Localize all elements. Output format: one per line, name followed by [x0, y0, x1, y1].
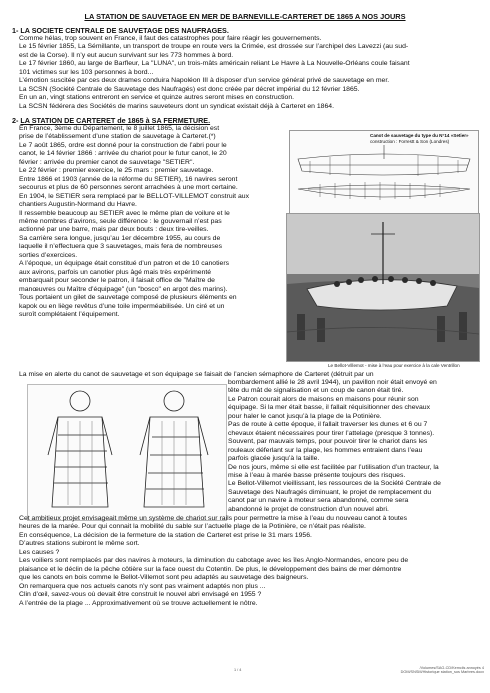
text-line: pour haler le canot jusqu’à la plage de la Potinière. [228, 412, 382, 420]
text-line: Clin d’œil, savez-vous où devait être construit le nouvel abri envisagé en 1955 ? [19, 591, 262, 599]
text-line: actionné par une barre, mais par deux bouts : deux tire-veilles. [19, 226, 209, 234]
text-line: suroît complétaient l’équipement. [19, 310, 120, 318]
photo-caption: Le Bellot-Villemot - mise à l’eau pour exercice à la cale Ventrillon [328, 363, 460, 368]
text-line: De nos jours, même si elle est facilitée par l’utilisation d’un tracteur, la [228, 463, 439, 471]
text-line: En 1904, le SETIER sera remplacé par le BELLOT-VILLEMOT construit aux [19, 192, 250, 200]
text-line: Sauvetage des Naufragés diminuant, le projet de remplacement du [228, 488, 432, 496]
text-line: canot, le 14 février 1866 : arrivée du chariot pour le futur canot, le 20 [19, 150, 227, 158]
text-line: La SCSN fédérera des Sociétés de marins sauveteurs dont un syndicat existait déjà à Carteret en 1864. [19, 102, 334, 110]
section2-bottom-text [19, 515, 489, 608]
text-line: La SCSN (Société Centrale de Sauvetage des Naufragés) est donc créée par décret impérial du 12 février 1865. [19, 85, 360, 93]
text-line: 101 victimes sur les 103 personnes à bord... [19, 68, 154, 76]
life-jackets-illustration [27, 384, 227, 521]
plan-title: Canot de sauvetage du type du N°14 «Setier» [370, 133, 469, 138]
text-line: Il ressemble beaucoup au SETIER avec le même plan de voilure et le [19, 209, 230, 217]
section1-heading: 1- LA SOCIETE CENTRALE DE SAUVETAGE DES NAUFRAGES. [12, 26, 229, 35]
text-line: rouleaux déferlant sur la plage, les hommes entraient dans l’eau [228, 446, 423, 454]
text-line: mise à l’eau à marée basse présente toujours des risques. [228, 471, 406, 479]
text-line: bombardement allié le 28 avril 1944), un pavillon noir était envoyé en [228, 379, 437, 386]
text-line: laquelle il n’effectuera que 3 sauvetages, mais fera de nombreuses [19, 243, 223, 251]
text-line: sorties d’exercices. [19, 251, 78, 259]
text-line: En conséquence, La décision de la fermeture de la station de Carteret est prise le 31 mars 1956. [19, 531, 312, 539]
text-line: D’autres stations subiront le même sort. [19, 540, 140, 548]
text-line: Tous portaient un gilet de sauvetage composé de plusieurs éléments en [19, 294, 237, 302]
text-line: que les canots en bois comme le Bellot-Villemot sont peu adaptés au sauvetage des baigneurs. [19, 574, 309, 582]
text-line: parfois glacée jusqu’à la taille. [228, 455, 320, 463]
section2-right-text [228, 379, 490, 514]
text-line: abandonné le projet de construction d’un nouvel abri. [228, 505, 389, 513]
text-line: heures de la marée. Pour qui connait la mobilité du sable sur l’actuelle plage de la Potinière, ce n’était pas réaliste. [19, 523, 366, 531]
text-line: équipage. Si la mer était basse, il fallait réquisitionner des chevaux [228, 404, 431, 412]
text-line: En un an, vingt stations entreront en service et quinze autres seront mises en construction. [19, 94, 295, 102]
text-line: Entre 1866 et 1903 (année de la réforme du SETIER), 16 navires seront [19, 175, 238, 183]
text-line: canot par un navire à moteur sera abandonné, comme sera [228, 497, 409, 505]
text-line: Pas de route à cette époque, il fallait traverser les dunes et 6 ou 7 [228, 421, 428, 429]
text-line: Le Bellot-Villemot vieillissant, les ressources de la Société Centrale de [228, 480, 441, 488]
text-line: est de la Corse). Il n’y eut aucun survivant sur les 773 hommes à bord. [19, 51, 234, 59]
text-line: A l’entrée de la plage ... Approximativement où se trouve actuellement le nôtre. [19, 599, 258, 607]
text-line: Le Patron courait alors de maisons en maisons pour réunir son [228, 395, 419, 403]
text-line: chevaux étaient nécessaires pour tirer l’attelage (presque 3 tonnes). [228, 429, 435, 437]
lifeboat-launch-photo [286, 213, 480, 362]
page-title: LA STATION DE SAUVETAGE EN MER DE BARNEVILLE-CARTERET DE 1865 A NOS JOURS [84, 12, 406, 21]
text-line: Le 17 février 1860, au large de Barfleur, La "LUNA", un trois-mâts américain reliant Le Havre à La Nouvelle-Orléans coule faisant [19, 60, 410, 68]
text-line: Les causes ? [19, 548, 60, 556]
text-line: Le 7 août 1865, ordre est donné pour la construction de l’abri pour le [19, 141, 227, 149]
text-line: même nombres d’avirons, seule différence : le gouvernail n’est pas [19, 217, 222, 225]
text-line: Souvent, par mauvais temps, pour pouvoir tirer le chariot dans les [228, 438, 428, 446]
text-line: Comme hélas, trop souvent en France, il faut des catastrophes pour faire réagir les gouvernements. [19, 35, 322, 42]
section2-heading [12, 116, 210, 125]
text-line: Cet ambitieux projet envisageait même un système de chariot sur rails pour permettre la mise à l’eau du nouveau canot à toutes [19, 515, 408, 522]
text-line: plaisance et le déclin de la pêche côtière sur la face ouest du Cotentin. De plus, le développement des bains de mer démontre [19, 565, 402, 573]
text-line: A l’époque, un équipage était constitué d’un patron et de 10 canotiers [19, 260, 230, 268]
text-line: février : arrivée du premier canot de sauvetage "SETIER". [19, 158, 195, 166]
text-line: En France, 3ème du Département, le 8 juillet 1865, la décision est [19, 125, 220, 132]
text-line: L’émotion suscitée par ces deux drames conduira Napoléon III à disposer d’un service général privé de sauvetage en mer. [19, 77, 390, 85]
text-line: secourus et plus de 60 personnes seront arrachées à une mort certaine. [19, 184, 238, 192]
text-line: prise de l’établissement d’une station de sauvetage à Carteret.(*) [19, 133, 216, 141]
text-line: Les voiliers sont remplacés par des navires à moteurs, la diminution du cabotage avec les îles Anglo-Normandes, encore peu de [19, 557, 409, 565]
section2-title: LA STATION DE CARTERET de 1865 à SA FERMETURE. [20, 116, 211, 125]
photo-image [287, 214, 479, 361]
text-line: Le 15 février 1855, La Sémillante, un transport de troupe en route vers la Crimée, est drossée sur l’archipel des Lavezzi (au sud- [19, 43, 409, 51]
text-line: chantiers Augustin-Normand du Havre. [19, 201, 137, 209]
alert-intro-line: La mise en alerte du canot de sauvetage et son équipage se faisait de l’ancien sémaphore de Carteret (détruit par un [19, 371, 374, 378]
text-line: manœuvres ou Maître d’équipage" (un "bosco" en argot des marins). [19, 285, 228, 293]
section1-text [19, 35, 489, 111]
plan-subtitle: construction : Forrestt & Son (Londres) [370, 139, 450, 144]
section2-column-text [19, 125, 284, 319]
page-number: 1 / 4 [234, 668, 242, 672]
text-line: Sa carrière sera longue, jusqu’au 1er décembre 1955, au cours de [19, 234, 221, 242]
file-path: /Volumes/SAG-CD/Kemcils annoyés 4 DOM/SNSM/Historique station_sos Marbres.docx [400, 666, 484, 674]
lifeboat-plan-drawing [290, 131, 478, 213]
text-line: Le 22 février : premier exercice, le 25 mars : premier sauvetage. [19, 167, 214, 175]
text-line: aux avirons, parfois un canotier plus âgé mais très expérimenté [19, 268, 212, 276]
text-line: tête du mât de signalisation et un coup de canon était tiré. [228, 387, 404, 395]
lifeboat-plan-figure [289, 130, 479, 214]
life-jackets-drawing [28, 385, 226, 520]
text-line: embarquait pour seconder le patron, il faisait office de "Maître de [19, 277, 215, 285]
section2-number: 2- [12, 116, 21, 125]
text-line: kapok ou en liège revêtus d’une toile imperméabilisée. Un ciré et un [19, 302, 225, 310]
text-line: On remarquera que nos actuels canots n’y sont pas vraiment adaptés non plus ... [19, 582, 266, 590]
